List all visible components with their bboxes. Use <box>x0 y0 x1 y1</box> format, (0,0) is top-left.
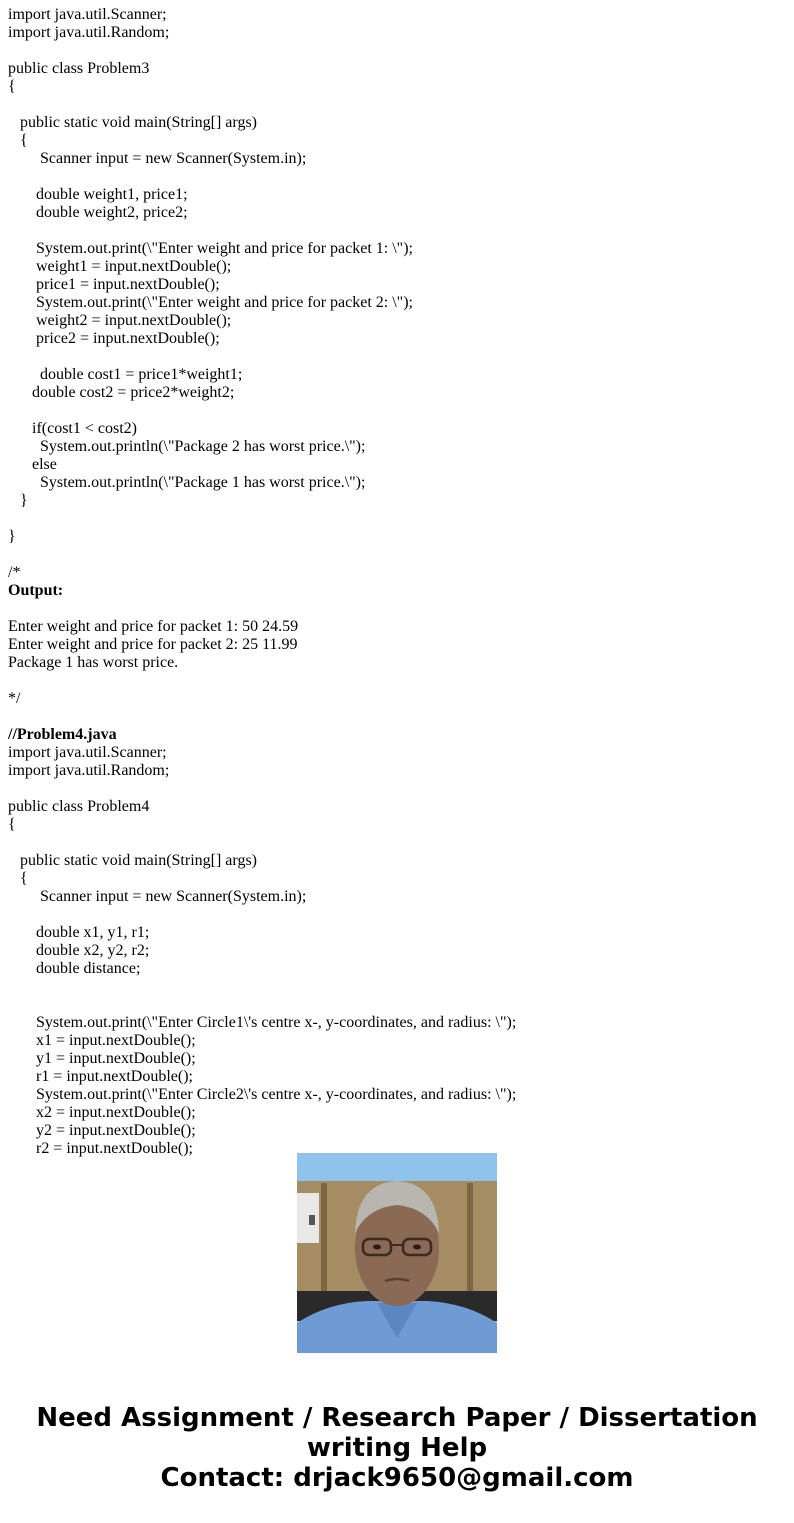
code-line: public static void main(String[] args) <box>8 852 257 869</box>
code-line: double cost2 = price2*weight2; <box>8 384 235 401</box>
code-line: public class Problem3 <box>8 60 150 77</box>
code-line: public static void main(String[] args) <box>8 114 257 131</box>
code-line: //Problem4.java <box>8 726 117 743</box>
code-line: double x1, y1, r1; <box>8 924 150 941</box>
code-line: System.out.print(\"Enter weight and price for packet 1: \"); <box>8 240 413 257</box>
person-photo-icon <box>297 1153 497 1353</box>
blank-line <box>8 168 788 186</box>
code-line: y2 = input.nextDouble(); <box>8 1122 196 1139</box>
code-line: Scanner input = new Scanner(System.in); <box>8 150 307 167</box>
blank-line <box>8 348 788 366</box>
banner-line-1: Need Assignment / Research Paper / Dissertation <box>36 1403 758 1433</box>
banner-line-2: writing Help <box>306 1433 488 1463</box>
code-line: double weight2, price2; <box>8 204 188 221</box>
contact-banner <box>0 1403 794 1493</box>
code-line: r1 = input.nextDouble(); <box>8 1068 193 1085</box>
code-line: System.out.print(\"Enter weight and price for packet 2: \"); <box>8 294 413 311</box>
code-line: Package 1 has worst price. <box>8 654 179 671</box>
blank-line <box>8 834 788 852</box>
code-listing <box>8 6 788 1157</box>
code-line: Enter weight and price for packet 1: 50 24.59 <box>8 618 299 635</box>
code-line: else <box>8 456 57 473</box>
code-line: double distance; <box>8 960 141 977</box>
code-line: System.out.println(\"Package 2 has worst price.\"); <box>8 438 366 455</box>
code-line: } <box>8 492 28 509</box>
code-line: System.out.print(\"Enter Circle2\'s centre x-, y-coordinates, and radius: \"); <box>8 1086 517 1103</box>
code-line: { <box>8 870 28 887</box>
code-line: { <box>8 816 16 833</box>
code-line: double cost1 = price1*weight1; <box>8 366 243 383</box>
code-line: double weight1, price1; <box>8 186 188 203</box>
blank-line <box>8 510 788 528</box>
code-line: System.out.println(\"Package 1 has worst price.\"); <box>8 474 366 491</box>
author-photo <box>297 1153 497 1353</box>
code-line: import java.util.Scanner; <box>8 6 167 23</box>
code-line: { <box>8 132 28 149</box>
code-line: Scanner input = new Scanner(System.in); <box>8 888 307 905</box>
code-line: y1 = input.nextDouble(); <box>8 1050 196 1067</box>
code-line: import java.util.Random; <box>8 762 170 779</box>
blank-line <box>8 42 788 60</box>
blank-line <box>8 996 788 1014</box>
code-line: /* <box>8 564 21 581</box>
blank-line <box>8 402 788 420</box>
code-line: Enter weight and price for packet 2: 25 11.99 <box>8 636 298 653</box>
code-line: import java.util.Scanner; <box>8 744 167 761</box>
code-line: if(cost1 < cost2) <box>8 420 137 437</box>
banner-contact-line[interactable]: Contact: drjack9650@gmail.com <box>160 1463 634 1493</box>
blank-line <box>8 978 788 996</box>
code-line: price1 = input.nextDouble(); <box>8 276 220 293</box>
code-line: Output: <box>8 582 64 599</box>
code-line: System.out.print(\"Enter Circle1\'s centre x-, y-coordinates, and radius: \"); <box>8 1014 517 1031</box>
code-line: import java.util.Random; <box>8 24 170 41</box>
code-line: r2 = input.nextDouble(); <box>8 1140 193 1157</box>
code-line: price2 = input.nextDouble(); <box>8 330 220 347</box>
blank-line <box>8 546 788 564</box>
blank-line <box>8 222 788 240</box>
blank-line <box>8 906 788 924</box>
code-line: double x2, y2, r2; <box>8 942 150 959</box>
code-line: x1 = input.nextDouble(); <box>8 1032 196 1049</box>
code-line: { <box>8 78 16 95</box>
code-line: public class Problem4 <box>8 798 150 815</box>
blank-line <box>8 708 788 726</box>
blank-line <box>8 672 788 690</box>
code-line: x2 = input.nextDouble(); <box>8 1104 196 1121</box>
code-line: weight1 = input.nextDouble(); <box>8 258 232 275</box>
blank-line <box>8 96 788 114</box>
code-line: weight2 = input.nextDouble(); <box>8 312 232 329</box>
blank-line <box>8 600 788 618</box>
code-line: */ <box>8 690 21 707</box>
blank-line <box>8 780 788 798</box>
code-line: } <box>8 528 16 545</box>
